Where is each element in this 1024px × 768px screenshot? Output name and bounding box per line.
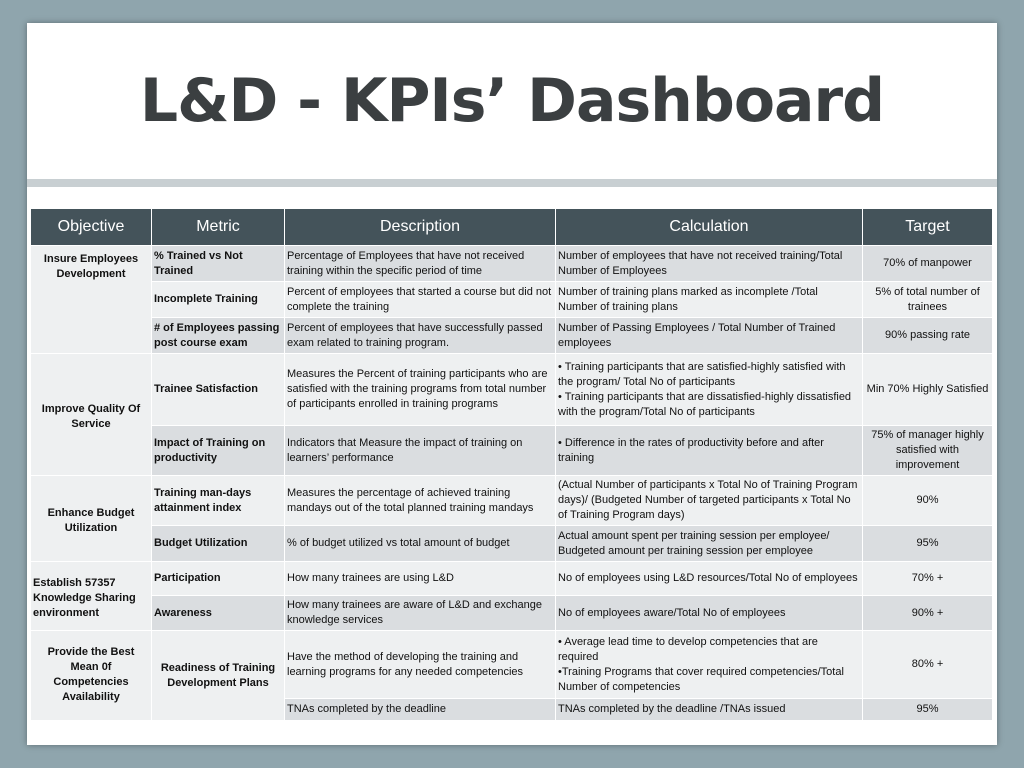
metric-cell: Training man-days attainment index (152, 476, 285, 526)
metric-cell: Readiness of Training Development Plans (152, 631, 285, 721)
description-cell: Measures the percentage of achieved training mandays out of the total planned training mandays (285, 476, 556, 526)
target-cell: 90% + (863, 596, 993, 631)
description-cell: % of budget utilized vs total amount of budget (285, 526, 556, 562)
calculation-line: • Training participants that are satisfied-highly satisfied with the program/ Total No of participants (558, 360, 846, 388)
metric-cell: Trainee Satisfaction (152, 354, 285, 426)
target-cell: 90% passing rate (863, 318, 993, 354)
target-cell: 75% of manager highly satisfied with improvement (863, 426, 993, 476)
metric-cell: Awareness (152, 596, 285, 631)
target-cell: 70% + (863, 562, 993, 596)
table-row (31, 426, 993, 476)
description-cell: Have the method of developing the training and learning programs for any needed competencies (285, 631, 556, 699)
kpi-table (30, 208, 993, 721)
header-metric: Metric (152, 209, 285, 246)
calculation-line: • Training participants that are dissatisfied-highly dissatisfied with the program/Total No of participants (558, 390, 852, 418)
metric-cell: Incomplete Training (152, 282, 285, 318)
objective-cell: Improve Quality Of Service (31, 354, 152, 476)
table-row (31, 318, 993, 354)
metric-cell: % Trained vs Not Trained (152, 246, 285, 282)
calculation-cell (556, 354, 863, 426)
header-target: Target (863, 209, 993, 246)
calculation-line: • Average lead time to develop competencies that are required (558, 635, 818, 663)
target-cell: 5% of total number of trainees (863, 282, 993, 318)
calculation-cell: No of employees using L&D resources/Total No of employees (556, 562, 863, 596)
objective-cell: Insure Employees Development (31, 246, 152, 354)
target-cell: 95% (863, 699, 993, 721)
metric-cell: Budget Utilization (152, 526, 285, 562)
header-calculation: Calculation (556, 209, 863, 246)
calculation-cell (556, 631, 863, 699)
calculation-cell: Actual amount spent per training session per employee/ Budgeted amount per training session per employee (556, 526, 863, 562)
metric-cell: Impact of Training on productivity (152, 426, 285, 476)
table-header-row (31, 209, 993, 246)
slide (27, 23, 997, 745)
table-row (31, 282, 993, 318)
table-row (31, 631, 993, 699)
description-cell: Measures the Percent of training participants who are satisfied with the training programs from total number of participants enrolled in training programs (285, 354, 556, 426)
objective-cell: Provide the Best Mean 0f Competencies Availability (31, 631, 152, 721)
description-cell: How many trainees are using L&D (285, 562, 556, 596)
title-area (27, 23, 997, 178)
table-row (31, 562, 993, 596)
metric-cell: # of Employees passing post course exam (152, 318, 285, 354)
description-cell: Percent of employees that started a course but did not complete the training (285, 282, 556, 318)
objective-cell: Establish 57357 Knowledge Sharing environment (31, 562, 152, 631)
metric-cell: Participation (152, 562, 285, 596)
calculation-cell: TNAs completed by the deadline /TNAs issued (556, 699, 863, 721)
header-description: Description (285, 209, 556, 246)
description-cell: Percentage of Employees that have not received training within the specific period of time (285, 246, 556, 282)
target-cell: 80% + (863, 631, 993, 699)
table-row (31, 596, 993, 631)
table-row (31, 526, 993, 562)
description-cell: Percent of employees that have successfully passed exam related to training program. (285, 318, 556, 354)
calculation-cell: • Difference in the rates of productivity before and after training (556, 426, 863, 476)
page-title: L&D - KPIs’ Dashboard (139, 65, 885, 136)
description-cell: Indicators that Measure the impact of training on learners’ performance (285, 426, 556, 476)
target-cell: Min 70% Highly Satisfied (863, 354, 993, 426)
table-row (31, 246, 993, 282)
calculation-line: •Training Programs that cover required competencies/Total Number of competencies (558, 665, 844, 693)
table-row (31, 354, 993, 426)
title-divider (27, 179, 997, 187)
description-cell: TNAs completed by the deadline (285, 699, 556, 721)
header-objective: Objective (31, 209, 152, 246)
description-cell: How many trainees are aware of L&D and exchange knowledge services (285, 596, 556, 631)
target-cell: 70% of manpower (863, 246, 993, 282)
calculation-cell: No of employees aware/Total No of employees (556, 596, 863, 631)
calculation-cell: Number of employees that have not received training/Total Number of Employees (556, 246, 863, 282)
calculation-cell: Number of Passing Employees / Total Number of Trained employees (556, 318, 863, 354)
calculation-cell: Number of training plans marked as incomplete /Total Number of training plans (556, 282, 863, 318)
objective-cell: Enhance Budget Utilization (31, 476, 152, 562)
table-row (31, 476, 993, 526)
target-cell: 95% (863, 526, 993, 562)
target-cell: 90% (863, 476, 993, 526)
calculation-cell: (Actual Number of participants x Total No of Training Program days)/ (Budgeted Number of targeted participants x Total No of Training Program days) (556, 476, 863, 526)
kpi-table-wrapper (30, 208, 992, 721)
